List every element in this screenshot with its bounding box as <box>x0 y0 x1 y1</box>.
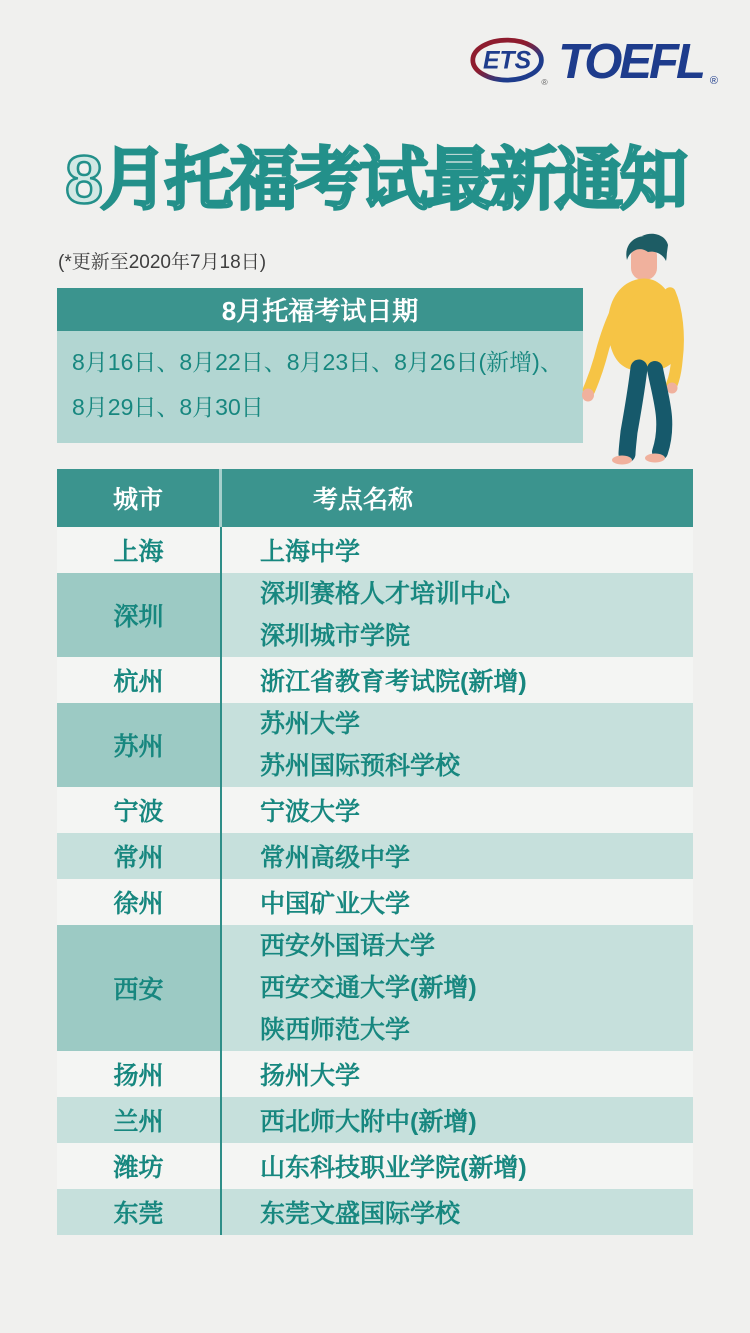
test-center-table <box>57 469 693 1235</box>
city-label: 徐州 <box>113 890 164 918</box>
exam-dates-card <box>57 288 583 443</box>
venue-name: 中国矿业大学 <box>260 890 411 918</box>
ets-logo-icon <box>469 34 549 90</box>
exam-dates-line-1: 8月16日、8月22日、8月23日、8月26日(新增)、 <box>72 349 563 375</box>
person-left-hand <box>582 389 594 402</box>
venue-name: 深圳赛格人才培训中心 <box>260 580 511 608</box>
venue-cell <box>222 1143 693 1189</box>
city-label: 扬州 <box>113 1062 164 1090</box>
city-cell <box>57 1143 222 1189</box>
exam-dates-header: 8月托福考试日期 <box>57 288 583 331</box>
table-body <box>57 527 693 1235</box>
venue-cell <box>222 925 693 1051</box>
city-cell <box>57 657 222 703</box>
city-label: 西安 <box>113 976 164 1004</box>
venue-name: 常州高级中学 <box>260 844 411 872</box>
city-label: 苏州 <box>113 733 164 761</box>
venue-cell <box>222 1189 693 1235</box>
city-cell <box>57 787 222 833</box>
update-note: (*更新至2020年7月18日) <box>58 252 267 273</box>
city-label: 宁波 <box>113 798 164 826</box>
city-label: 东莞 <box>113 1200 164 1228</box>
table-row <box>57 833 693 879</box>
person-right-leg <box>655 369 664 452</box>
venue-cell <box>222 657 693 703</box>
venue-name: 扬州大学 <box>260 1062 361 1090</box>
city-cell <box>57 833 222 879</box>
city-cell <box>57 573 222 657</box>
person-left-foot <box>612 456 632 465</box>
venue-name: 山东科技职业学院(新增) <box>260 1154 527 1182</box>
column-header-venue: 考点名称 <box>313 486 414 514</box>
venue-name: 陕西师范大学 <box>260 1016 411 1044</box>
venue-cell <box>222 573 693 657</box>
table-row <box>57 703 693 787</box>
person-illustration <box>582 233 712 466</box>
table-row <box>57 573 693 657</box>
city-label: 兰州 <box>113 1108 164 1136</box>
table-row <box>57 1189 693 1235</box>
venue-cell <box>222 787 693 833</box>
venue-name: 苏州国际预科学校 <box>260 752 461 780</box>
person-right-hand <box>667 383 678 394</box>
venue-name: 西安外国语大学 <box>260 932 436 960</box>
city-label: 深圳 <box>113 603 164 631</box>
venue-name: 上海中学 <box>260 538 361 566</box>
table-row <box>57 787 693 833</box>
city-label: 潍坊 <box>113 1154 164 1182</box>
city-cell <box>57 1097 222 1143</box>
table-row <box>57 1051 693 1097</box>
table-row <box>57 879 693 925</box>
city-cell <box>57 527 222 573</box>
table-header-row <box>57 469 693 527</box>
city-cell <box>57 703 222 787</box>
city-cell <box>57 1189 222 1235</box>
venue-name: 苏州大学 <box>260 710 361 738</box>
table-row <box>57 1097 693 1143</box>
toefl-registered-mark: ® <box>709 75 718 87</box>
venue-name: 西北师大附中(新增) <box>260 1108 477 1136</box>
venue-name: 深圳城市学院 <box>260 622 411 650</box>
exam-dates-body <box>57 331 583 443</box>
page-title: 8月托福考试最新通知 <box>65 142 685 218</box>
venue-name: 宁波大学 <box>260 798 361 826</box>
city-label: 上海 <box>113 538 164 566</box>
toefl-wordmark: TOEFL <box>558 34 703 89</box>
city-label: 常州 <box>113 844 164 872</box>
table-row <box>57 657 693 703</box>
table-row <box>57 925 693 1051</box>
toefl-brand <box>469 34 718 90</box>
city-label: 杭州 <box>113 668 164 696</box>
venue-cell <box>222 833 693 879</box>
exam-dates-line-2: 8月29日、8月30日 <box>72 394 264 420</box>
person-left-leg <box>627 368 639 454</box>
venue-name: 西安交通大学(新增) <box>260 974 477 1002</box>
venue-cell <box>222 703 693 787</box>
city-cell <box>57 1051 222 1097</box>
venue-cell <box>222 879 693 925</box>
venue-cell <box>222 527 693 573</box>
venue-cell <box>222 1097 693 1143</box>
city-cell <box>57 925 222 1051</box>
table-row <box>57 1143 693 1189</box>
ets-text: ETS <box>483 47 532 75</box>
column-header-city: 城市 <box>57 469 222 527</box>
table-row <box>57 527 693 573</box>
person-right-foot <box>645 454 665 463</box>
venue-cell <box>222 1051 693 1097</box>
ets-registered-mark: ® <box>541 76 548 87</box>
venue-name: 浙江省教育考试院(新增) <box>260 668 527 696</box>
city-cell <box>57 879 222 925</box>
venue-name: 东莞文盛国际学校 <box>260 1200 461 1228</box>
